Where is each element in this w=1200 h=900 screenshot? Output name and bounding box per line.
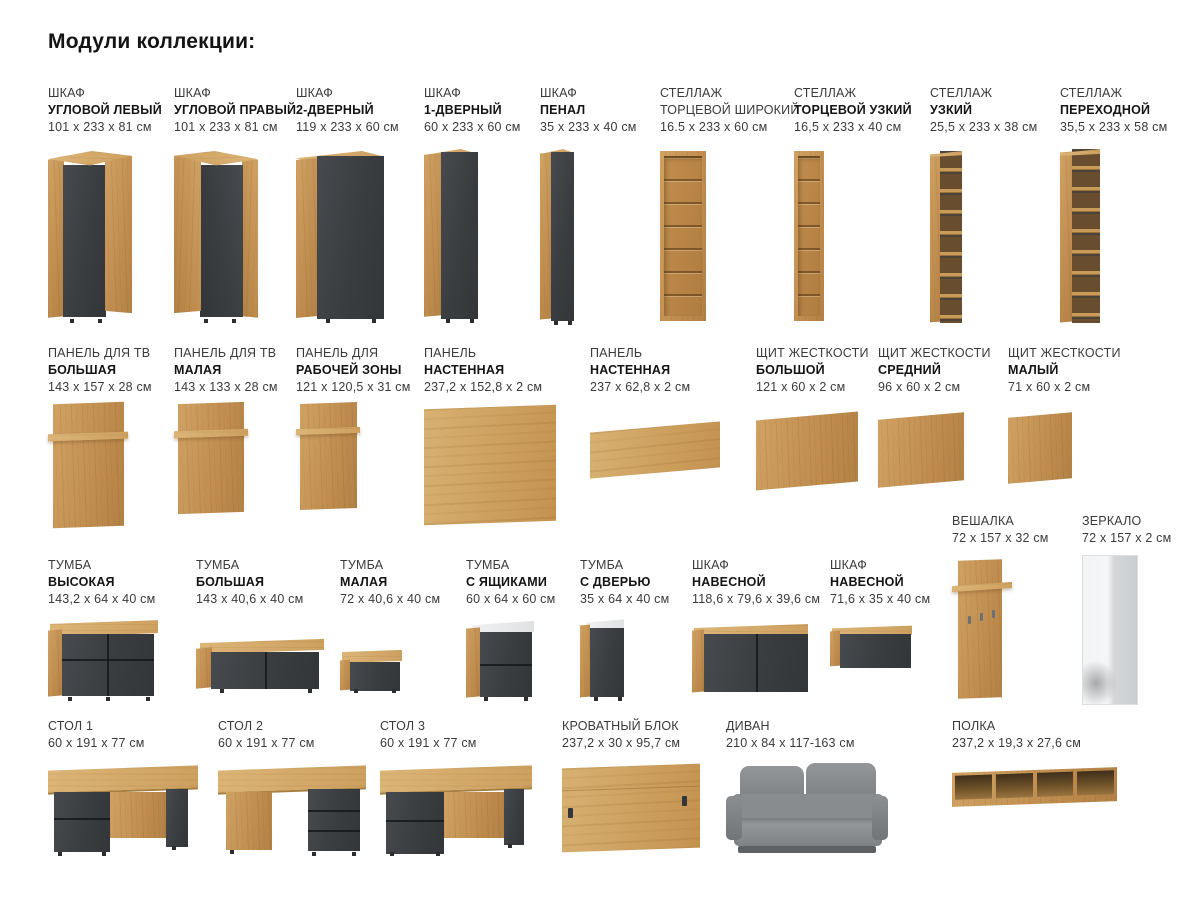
module-label <box>930 85 1050 136</box>
module-type: ШКАФ <box>174 86 211 100</box>
module-type: ТУМБА <box>580 558 624 572</box>
module-dimensions: 101 x 233 x 81 см <box>48 120 152 134</box>
module-type: ТУМБА <box>466 558 510 572</box>
wardrobe-penal-image <box>540 149 574 325</box>
module-type: ШКАФ <box>830 558 867 572</box>
module-type: ПАНЕЛЬ ДЛЯ ТВ <box>174 346 277 360</box>
module-name: БОЛЬШОЙ <box>756 363 825 377</box>
module-name: ВЕШАЛКА <box>952 514 1014 528</box>
module-card-panel-workzone <box>296 345 418 396</box>
module-dimensions: 60 x 191 x 77 см <box>48 736 145 750</box>
module-card-wardrobe-two-door <box>296 85 418 136</box>
module-card-wall-cabinet-small <box>830 557 940 608</box>
module-name: НАСТЕННАЯ <box>590 363 671 377</box>
module-name: 2-ДВЕРНЫЙ <box>296 103 374 117</box>
module-label <box>424 85 534 136</box>
module-dimensions: 35,5 x 233 x 58 см <box>1060 120 1168 134</box>
module-name: МАЛЫЙ <box>1008 363 1059 377</box>
module-name: УГЛОВОЙ ЛЕВЫЙ <box>48 103 162 117</box>
module-card-cabinet-tall <box>48 557 178 608</box>
module-dimensions: 35 x 233 x 40 см <box>540 120 637 134</box>
desk-1-image <box>48 762 198 858</box>
module-label <box>380 718 540 752</box>
module-type: ПАНЕЛЬ <box>424 346 477 360</box>
module-dimensions: 121 x 120,5 x 31 см <box>296 380 411 394</box>
module-label <box>660 85 800 136</box>
module-name: СТОЛ 3 <box>380 719 426 733</box>
module-type: СТЕЛЛАЖ <box>1060 86 1123 100</box>
panel-tv-small-image <box>174 402 248 517</box>
cabinet-large-image <box>196 639 324 697</box>
module-card-panel-wall-large <box>424 345 564 396</box>
module-name: СТОЛ 2 <box>218 719 264 733</box>
module-type: ЩИТ ЖЕСТКОСТИ <box>1008 346 1121 360</box>
module-card-panel-wall-narrow <box>590 345 730 396</box>
rack-narrow-image <box>930 151 962 325</box>
module-label <box>726 718 896 752</box>
module-label <box>296 85 418 136</box>
module-card-rack-narrow <box>930 85 1050 136</box>
module-dimensions: 25,5 x 233 x 38 см <box>930 120 1038 134</box>
module-type: ПАНЕЛЬ <box>590 346 643 360</box>
module-type: ЩИТ ЖЕСТКОСТИ <box>756 346 869 360</box>
panel-workzone-image <box>296 402 360 512</box>
module-name: ПЕРЕХОДНОЙ <box>1060 103 1151 117</box>
module-name: 1-ДВЕРНЫЙ <box>424 103 502 117</box>
module-dimensions: 121 x 60 x 2 см <box>756 380 846 394</box>
shield-small-image <box>1008 411 1072 487</box>
module-type: ЩИТ ЖЕСТКОСТИ <box>878 346 991 360</box>
module-label <box>952 513 1076 547</box>
module-card-shield-small <box>1008 345 1126 396</box>
cabinet-door-image <box>580 619 626 703</box>
module-card-sofa <box>726 718 896 752</box>
module-dimensions: 237,2 x 30 x 95,7 см <box>562 736 681 750</box>
module-card-rack-transition <box>1060 85 1190 136</box>
module-card-desk-2 <box>218 718 378 752</box>
module-type: ШКАФ <box>692 558 729 572</box>
module-label <box>218 718 378 752</box>
module-label <box>174 85 296 136</box>
module-name: НАВЕСНОЙ <box>830 575 904 589</box>
module-name: ДИВАН <box>726 719 770 733</box>
module-label <box>580 557 680 608</box>
module-label <box>48 85 170 136</box>
module-card-rack-end-wide <box>660 85 800 136</box>
module-name: ВЫСОКАЯ <box>48 575 115 589</box>
module-dimensions: 143 x 40,6 x 40 см <box>196 592 304 606</box>
module-card-wall-cabinet-large <box>692 557 828 608</box>
module-dimensions: 72 x 40,6 x 40 см <box>340 592 441 606</box>
module-label <box>878 345 996 396</box>
module-dimensions: 237 x 62,8 x 2 см <box>590 380 691 394</box>
module-name: УГЛОВОЙ ПРАВЫЙ <box>174 103 297 117</box>
module-label <box>590 345 730 396</box>
module-dimensions: 210 x 84 x 117-163 см <box>726 736 855 750</box>
module-name: ТОРЦЕВОЙ УЗКИЙ <box>794 103 912 117</box>
module-type: ШКАФ <box>48 86 85 100</box>
module-card-wardrobe-one-door <box>424 85 534 136</box>
module-dimensions: 16,5 x 233 x 40 см <box>794 120 902 134</box>
desk-3-image <box>380 762 532 858</box>
module-dimensions: 237,2 x 152,8 x 2 см <box>424 380 543 394</box>
module-name: ПОЛКА <box>952 719 996 733</box>
module-dimensions: 71 x 60 x 2 см <box>1008 380 1091 394</box>
module-name: ПЕНАЛ <box>540 103 586 117</box>
module-card-cabinet-large <box>196 557 326 608</box>
module-name: УЗКИЙ <box>930 103 973 117</box>
wall-cabinet-large-image <box>692 626 810 700</box>
module-dimensions: 60 x 191 x 77 см <box>218 736 315 750</box>
module-name: БОЛЬШАЯ <box>48 363 117 377</box>
module-card-desk-3 <box>380 718 540 752</box>
module-dimensions: 118,6 x 79,6 x 39,6 см <box>692 592 821 606</box>
module-name: ТОРЦЕВОЙ ШИРОКИЙ <box>660 103 800 117</box>
module-card-desk-1 <box>48 718 208 752</box>
rack-transition-image <box>1060 149 1100 325</box>
module-name: КРОВАТНЫЙ БЛОК <box>562 719 679 733</box>
module-dimensions: 143 x 157 x 28 см <box>48 380 152 394</box>
mirror-image <box>1082 555 1138 705</box>
module-label <box>48 718 208 752</box>
desk-2-image <box>218 762 366 858</box>
module-name: СТОЛ 1 <box>48 719 94 733</box>
module-type: ТУМБА <box>340 558 384 572</box>
module-dimensions: 71,6 x 35 x 40 см <box>830 592 931 606</box>
module-name: НАВЕСНОЙ <box>692 575 766 589</box>
module-card-rack-end-narrow <box>794 85 914 136</box>
module-label <box>756 345 874 396</box>
module-card-cabinet-door <box>580 557 680 608</box>
wardrobe-one-door-image <box>424 149 478 323</box>
panel-wall-large-image <box>424 407 556 525</box>
module-label <box>830 557 940 608</box>
module-card-hanger <box>952 513 1076 547</box>
panel-tv-large-image <box>48 402 128 531</box>
wall-cabinet-small-image <box>830 627 915 673</box>
cabinet-small-image <box>340 647 404 697</box>
module-name: БОЛЬШАЯ <box>196 575 265 589</box>
module-card-bed-block <box>562 718 722 752</box>
module-label <box>174 345 296 396</box>
shield-large-image <box>756 411 858 491</box>
module-card-shield-large <box>756 345 874 396</box>
module-name: С ЯЩИКАМИ <box>466 575 548 589</box>
module-label <box>466 557 576 608</box>
wardrobe-corner-left-image <box>48 151 132 323</box>
module-type: ПАНЕЛЬ ДЛЯ <box>296 346 379 360</box>
module-dimensions: 143,2 x 64 x 40 см <box>48 592 156 606</box>
module-type: ПАНЕЛЬ ДЛЯ ТВ <box>48 346 151 360</box>
module-type: ШКАФ <box>540 86 577 100</box>
panel-wall-narrow-image <box>590 419 720 477</box>
module-card-wardrobe-penal <box>540 85 640 136</box>
module-type: ТУМБА <box>196 558 240 572</box>
module-card-mirror <box>1082 513 1192 547</box>
module-name: ЗЕРКАЛО <box>1082 514 1142 528</box>
module-type: СТЕЛЛАЖ <box>930 86 993 100</box>
module-type: ШКАФ <box>424 86 461 100</box>
wardrobe-corner-right-image <box>174 151 258 323</box>
module-label <box>424 345 564 396</box>
cabinet-tall-image <box>48 617 160 705</box>
module-name: НАСТЕННАЯ <box>424 363 505 377</box>
module-dimensions: 16.5 x 233 x 60 см <box>660 120 768 134</box>
module-dimensions: 119 x 233 x 60 см <box>296 120 399 134</box>
module-dimensions: 237,2 x 19,3 x 27,6 см <box>952 736 1082 750</box>
module-type: ШКАФ <box>296 86 333 100</box>
cabinet-drawers-image <box>466 621 538 703</box>
module-card-panel-tv-small <box>174 345 296 396</box>
shelf-image <box>952 768 1117 808</box>
module-label <box>48 557 178 608</box>
module-dimensions: 143 x 133 x 28 см <box>174 380 278 394</box>
module-name: СРЕДНИЙ <box>878 363 942 377</box>
module-dimensions: 60 x 233 x 60 см <box>424 120 521 134</box>
module-card-shield-medium <box>878 345 996 396</box>
module-dimensions: 35 x 64 x 40 см <box>580 592 670 606</box>
module-name: С ДВЕРЬЮ <box>580 575 651 589</box>
module-type: ТУМБА <box>48 558 92 572</box>
page-title: Модули коллекции: <box>48 30 256 53</box>
module-dimensions: 60 x 191 x 77 см <box>380 736 477 750</box>
rack-end-narrow-image <box>794 151 824 323</box>
wardrobe-two-door-image <box>296 151 384 323</box>
module-card-wardrobe-corner-left <box>48 85 170 136</box>
shield-medium-image <box>878 411 964 489</box>
module-label <box>692 557 828 608</box>
module-dimensions: 60 x 64 x 60 см <box>466 592 556 606</box>
module-label <box>296 345 418 396</box>
module-dimensions: 72 x 157 x 32 см <box>952 531 1049 545</box>
module-label <box>952 718 1132 752</box>
module-dimensions: 96 x 60 x 2 см <box>878 380 961 394</box>
module-label <box>196 557 326 608</box>
module-name: МАЛАЯ <box>340 575 388 589</box>
module-label <box>794 85 914 136</box>
module-label <box>540 85 640 136</box>
module-label <box>1082 513 1192 547</box>
module-card-cabinet-drawers <box>466 557 576 608</box>
module-card-wardrobe-corner-right <box>174 85 296 136</box>
module-label <box>562 718 722 752</box>
module-label <box>340 557 450 608</box>
sofa-image <box>726 760 888 860</box>
module-label <box>48 345 170 396</box>
module-card-shelf <box>952 718 1132 752</box>
module-card-panel-tv-large <box>48 345 170 396</box>
hanger-image <box>952 558 1014 700</box>
module-name: МАЛАЯ <box>174 363 222 377</box>
module-label <box>1008 345 1126 396</box>
bed-block-image <box>562 764 700 852</box>
module-type: СТЕЛЛАЖ <box>660 86 723 100</box>
module-type: СТЕЛЛАЖ <box>794 86 857 100</box>
module-dimensions: 101 x 233 x 81 см <box>174 120 278 134</box>
rack-end-wide-image <box>660 151 706 323</box>
module-name: РАБОЧЕЙ ЗОНЫ <box>296 363 402 377</box>
module-card-cabinet-small <box>340 557 450 608</box>
module-label <box>1060 85 1190 136</box>
module-dimensions: 72 x 157 x 2 см <box>1082 531 1172 545</box>
